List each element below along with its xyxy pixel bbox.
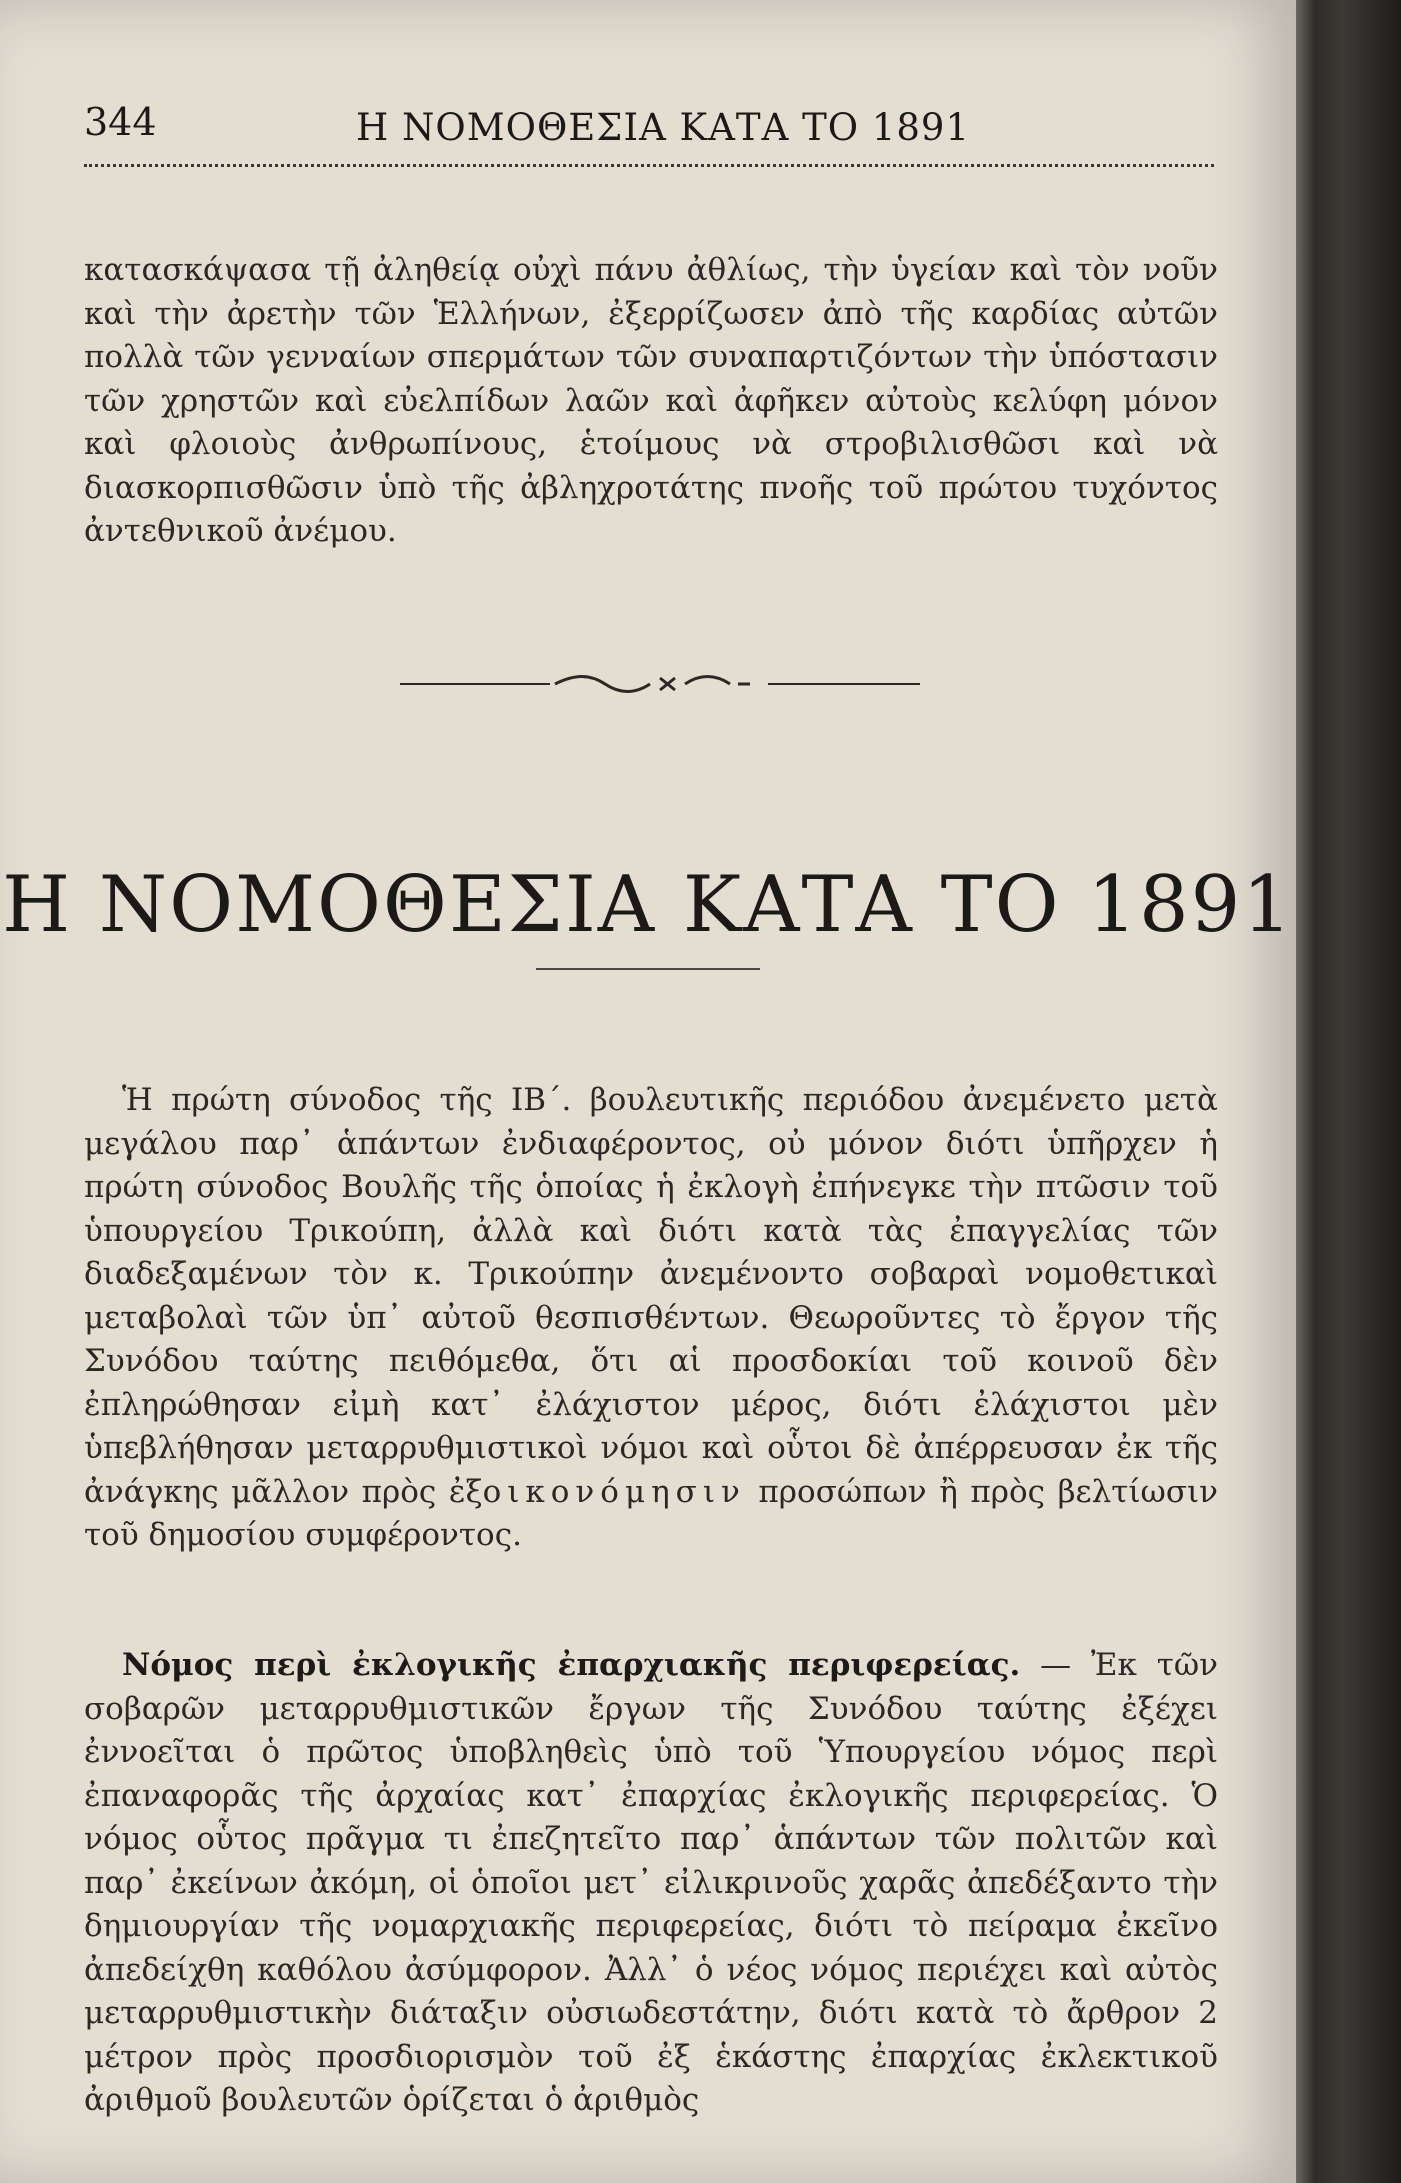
paragraph-2-text: — Ἐκ τῶν σοβαρῶν μεταρρυθμιστικῶν ἔργων τῆς Συνόδου ταύτης ἐξέχει ἐννοεῖται ὁ πρῶτος ὑποβληθεὶς ὑπὸ τοῦ Ὑπουργείου νόμος περὶ ἐπαναφορᾶς τῆς ἀρχαίας κατ᾽ ἐπαρχίας ἐκλογικῆς περιφερείας. Ὁ νόμος οὗτος πρᾶγμα τι ἐπεζητεῖτο παρ᾽ ἁπάντων τῶν πολιτῶν καὶ παρ᾽ ἐκείνων ἀκόμη, οἱ ὁποῖοι μετ᾽ εἰλικρινοῦς χαρᾶς ἀπεδέξαντο τὴν δημιουργίαν τῆς νομαρχιακῆς περιφερείας, διότι τὸ πείραμα ἐκεῖνο ἀπεδείχθη καθόλου ἀσύμφορον. Ἀλλ᾽ ὁ νέος νόμος περιέχει καὶ αὐτὸς μεταρρυθμιστικὴν διάταξιν οὐσιωδεστάτην, διότι κατὰ τὸ ἄρθρον 2 μέτρον πρὸς προσδιορισμὸν τοῦ ἐξ ἑκάστης ἐπαρχίας ἐκλεκτικοῦ ἀριθμοῦ βουλευτῶν ὁρίζεται ὁ ἀριθμὸς (84, 1647, 1218, 2118)
section-title: Η ΝΟΜΟΘΕΣΙΑ ΚΑΤΑ ΤΟ 1891 (2, 860, 1294, 950)
ornament-divider (400, 664, 920, 704)
paragraph-1-text: Ἡ πρώτη σύνοδος τῆς ΙΒ΄. βουλευτικῆς περιόδου ἀνεμένετο μετὰ μεγάλου παρ᾽ ἁπάντων ἐνδιαφέροντος, οὐ μόνον διότι ὑπῆρχεν ἡ πρώτη σύνοδος Βουλῆς τῆς ὁποίας ἡ ἐκλογὴ ἐπήνεγκε τὴν πτῶσιν τοῦ ὑπουργείου Τρικούπη, ἀλλὰ καὶ διότι κατὰ τὰς ἐπαγγελίας τῶν διαδεξαμένων τὸν κ. Τρικούπην ἀνεμένοντο σοβαραὶ νομοθετικαὶ μεταβολαὶ τῶν ὑπ᾽ αὐτοῦ θεσπισθέντων. Θεωροῦντες τὸ ἔργον τῆς Συνόδου ταύτης πειθόμεθα, ὅτι αἱ προσδοκίαι τοῦ κοινοῦ δὲν ἐπληρώθησαν εἰμὴ κατ᾽ ἐλάχιστον μέρος, διότι ἐλάχιστοι μὲν ὑπεβλήθησαν μεταρρυθμιστικοὶ νόμοι καὶ οὗτοι δὲ ἀπέρρευσαν ἐκ τῆς ἀνάγκης μᾶλλον πρὸς ἐξ (84, 1082, 1218, 1510)
title-rule (536, 968, 760, 970)
header-rule (84, 164, 1214, 167)
section-paragraph-1 (84, 1079, 1218, 1558)
running-head: Η ΝΟΜΟΘΕΣΙΑ ΚΑΤΑ ΤΟ 1891 (356, 106, 971, 149)
continuation-paragraph: κατασκάψασα τῇ ἀληθείᾳ οὐχὶ πάνυ ἀθλίως, τὴν ὑγείαν καὶ τὸν νοῦν καὶ τὴν ἀρετὴν τῶν Ἑλλήνων, ἐξερρίζωσεν ἀπὸ τῆς καρδίας αὐτῶν πολλὰ τῶν γενναίων σπερμάτων τῶν συναπαρτιζόντων τὴν ὑπόστασιν τῶν χρηστῶν καὶ εὐελπίδων λαῶν καὶ ἀφῆκεν αὐτοὺς κελύφη μόνον καὶ φλοιοὺς ἀνθρωπίνους, ἑτοίμους νὰ στροβιλισθῶσι καὶ νὰ διασκορπισθῶσιν ὑπὸ τῆς ἀβληχροτάτης πνοῆς τοῦ πρώτου τυχόντος ἀντεθνικοῦ ἀνέμου. (84, 252, 1218, 549)
section-paragraph-2 (84, 1644, 1218, 2123)
book-gutter (1296, 0, 1401, 2183)
paragraph-1-spaced-word: οικονόμησιν (482, 1473, 746, 1510)
page-header (84, 100, 1214, 160)
page-number: 344 (84, 100, 157, 144)
law-heading: Νόμος περὶ ἐκλογικῆς ἐπαρχιακῆς περιφερείας. (122, 1647, 1021, 1683)
paragraph-1-tail: προσώπων ἢ πρὸς βελτίωσιν τοῦ δημοσίου συμφέροντος. (84, 1473, 1218, 1553)
